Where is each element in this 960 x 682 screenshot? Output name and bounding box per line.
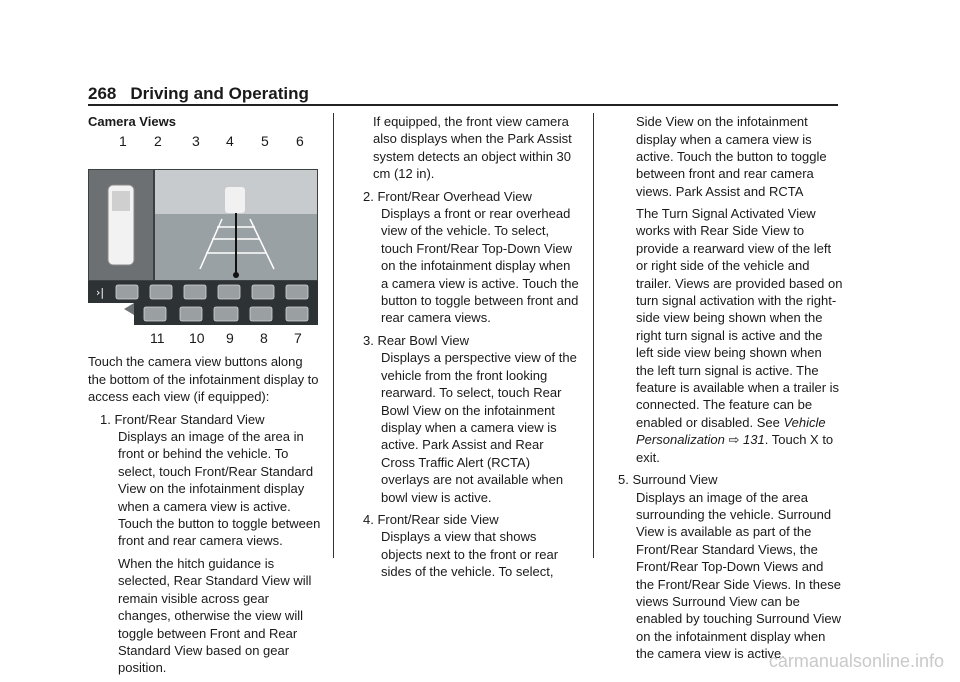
- trailer-button-bar: [88, 303, 320, 329]
- callout-6: 6: [296, 133, 304, 150]
- section-heading: Camera Views: [88, 114, 176, 129]
- column-1: [88, 113, 323, 682]
- list-item: [363, 332, 581, 506]
- page-header: [88, 84, 309, 104]
- callout-11: 11: [150, 330, 165, 347]
- camera-views-figure: [88, 133, 323, 347]
- front-rear-standard-view-button: [116, 285, 138, 299]
- rear-bowl-view-button: [184, 285, 206, 299]
- xref-arrow-icon: ⇨: [728, 432, 740, 448]
- vehicle-cab-icon: [112, 191, 130, 211]
- column-divider: [333, 113, 334, 558]
- item-label: 1. Front/Rear Standard View: [100, 411, 265, 427]
- trailer-view-button-10: [180, 307, 202, 321]
- list-item: [363, 188, 581, 327]
- callout-5: 5: [261, 133, 269, 150]
- item-paragraph: Displays an image of the area surrounding the vehicle. Surround View is available as part of the Front/Rear Standard Views, the Front/Rear Top-Down Views and the Front/Rear Side Views. In these views Surround View can be enabled by touching Surround View on the infotainment display when the camera view is active.: [636, 489, 842, 662]
- trailer-view-button-9: [214, 307, 238, 321]
- watermark: carmanualsonline.info: [768, 651, 944, 671]
- trailer-view-button-7: [286, 307, 308, 321]
- infotainment-camera-screen: [88, 169, 318, 303]
- item-paragraph: Displays a perspective view of the vehicle from the front looking rearward. To select, touch Rear Bowl View on the infotainment display when a camera view is active. Park Assist and Rear Cross Traffic Alert (RCTA) overlays are not available when bowl view is active.: [381, 350, 577, 505]
- callout-1: 1: [119, 133, 127, 150]
- hitch-point: [233, 272, 239, 278]
- item-paragraph: The Turn Signal Activated View works with Rear Side View to provide a rearward view of the left or right side of the vehicle and trailer. Views are provided based on turn signal activation with the right-side view being shown when the right turn signal is active and the left side view being shown when the left turn signal is active. The feature is available when a trailer is connected. The feature can be enabled or disabled. See Vehicle Personalization ⇨ 131. Touch X to exit.: [636, 206, 843, 465]
- callout-9: 9: [226, 330, 234, 347]
- item-label: 3. Rear Bowl View: [363, 332, 469, 348]
- item-label: 5. Surround View: [618, 472, 718, 488]
- trailer-view-button-8: [250, 307, 272, 321]
- surround-view-button: [252, 285, 274, 299]
- page-number: 268: [88, 84, 117, 103]
- trailer-view-button-11: [144, 307, 166, 321]
- front-rear-overhead-view-button: [150, 285, 172, 299]
- rear-vehicle-image: [225, 187, 245, 213]
- column-2: [363, 113, 581, 585]
- collapse-icon: ›|: [96, 286, 105, 300]
- item-paragraph-continued: Side View on the infotainment display when a camera view is active. Touch the button to toggle between front and rear camera views. Park Assist and RCTA: [636, 114, 827, 199]
- callout-8: 8: [260, 330, 268, 347]
- view-button-6: [286, 285, 308, 299]
- column-3: [618, 113, 843, 668]
- item-label: 4. Front/Rear side View: [363, 511, 499, 527]
- intro-paragraph: Touch the camera view buttons along the bottom of the infotainment display to access each view (if equipped):: [88, 354, 319, 405]
- callout-10: 10: [189, 330, 205, 347]
- list-item: [363, 511, 581, 580]
- xref-page[interactable]: 131: [743, 432, 765, 448]
- callout-4: 4: [226, 133, 234, 150]
- item-paragraph-start: Displays a view that shows objects next to the front or rear sides of the vehicle. To select,: [381, 529, 559, 580]
- header-rule: [88, 104, 838, 106]
- item-paragraph: Displays an image of the area in front or behind the vehicle. To select, touch Front/Rear Standard View on the infotainment display when a camera view is active. Touch the button to toggle between front and rear camera views.: [118, 429, 321, 549]
- list-item: [618, 471, 843, 662]
- callout-7: 7: [294, 330, 302, 347]
- callout-2: 2: [154, 133, 162, 150]
- item-paragraph: If equipped, the front view camera also displays when the Park Assist system detects an object within 30 cm (12 in).: [373, 114, 572, 182]
- item-label: 2. Front/Rear Overhead View: [363, 188, 532, 204]
- column-divider: [593, 113, 594, 558]
- section-title: Driving and Operating: [130, 84, 309, 103]
- list-item: [88, 411, 323, 677]
- callout-3: 3: [192, 133, 200, 150]
- front-rear-side-view-button: [218, 285, 240, 299]
- bar-pointer: [124, 303, 134, 315]
- item-paragraph: When the hitch guidance is selected, Rear Standard View will remain visible across gear changes, otherwise the view will toggle between Front and Rear Standard View based on gear position.: [118, 555, 312, 676]
- item-paragraph: Displays a front or rear overhead view of the vehicle. To select, touch Front/Rear Top-Down View on the infotainment display when a camera view is active. Touch the button to toggle between front and rear camera views.: [381, 206, 579, 326]
- vehicle-personalization-link[interactable]: Vehicle Personalization: [636, 414, 826, 448]
